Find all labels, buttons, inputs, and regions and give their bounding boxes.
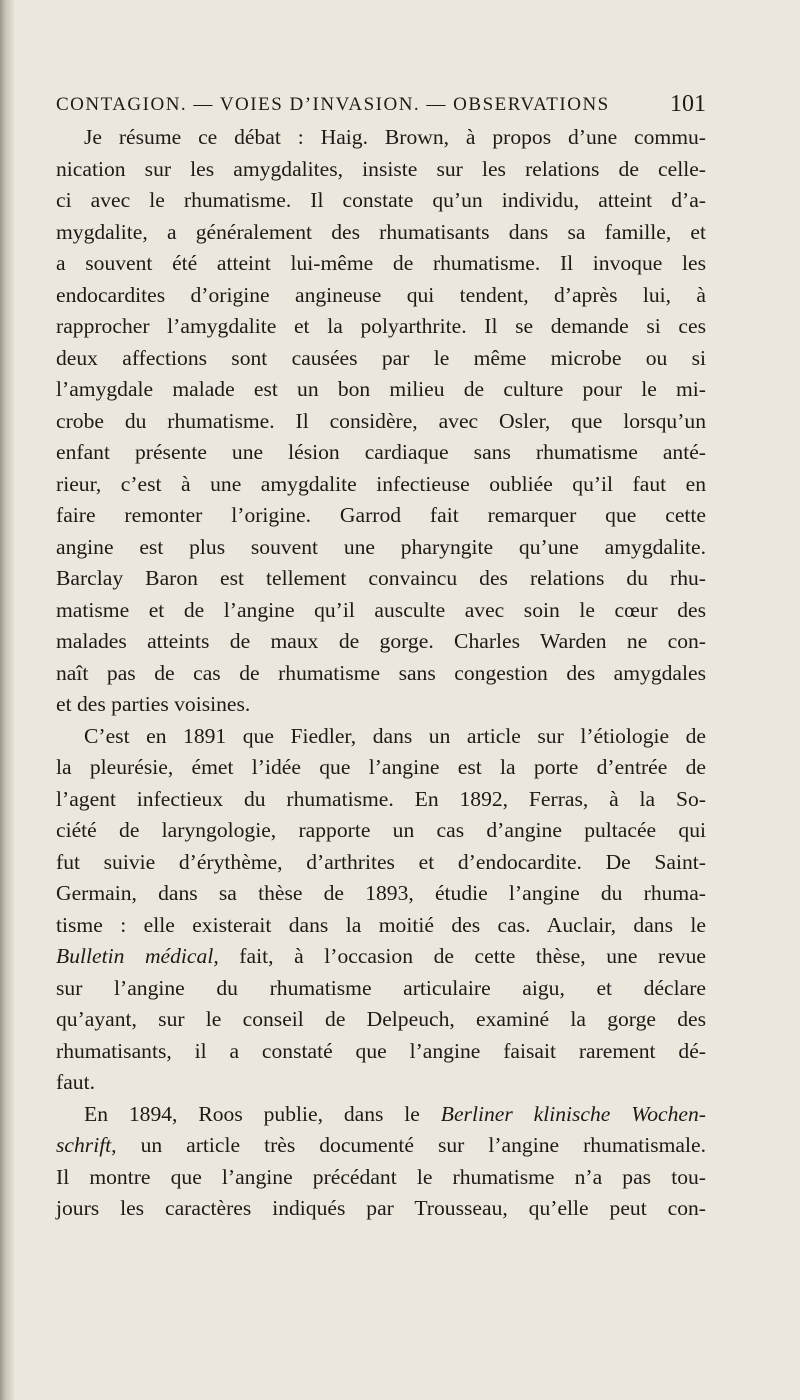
text-line: angine est plus souvent une pharyngite qu’une amygdalite. <box>56 534 706 559</box>
text-line: l’agent infectieux du rhumatisme. En 1892, Ferras, à la So- <box>56 786 706 811</box>
text-line: sur l’angine du rhumatisme articulaire aigu, et déclare <box>56 975 706 1000</box>
text-line: nication sur les amygdalites, insiste sur les relations de celle- <box>56 156 706 181</box>
text-line: malades atteints de maux de gorge. Charles Warden ne con- <box>56 629 706 653</box>
book-page <box>56 72 706 1225</box>
text-line: fut suivie d’érythème, d’arthrites et d’endocardite. De Saint- <box>56 849 706 874</box>
italic-title: schrift, <box>56 1133 117 1157</box>
text-line <box>56 941 706 973</box>
text-run: fait, à l’occasion de cette thèse, une revue <box>218 944 706 968</box>
text-run: un article très documenté sur l’angine rhumatismale. <box>116 1133 706 1157</box>
text-line: endocardites d’origine angineuse qui tendent, d’après lui, à <box>56 282 706 307</box>
text-line: matisme et de l’angine qu’il ausculte avec soin le cœur des <box>56 597 706 622</box>
text-line: l’amygdale malade est un bon milieu de culture pour le mi- <box>56 377 706 401</box>
page-number: 101 <box>670 91 706 117</box>
text-line: tisme : elle existerait dans la moitié des cas. Auclair, dans le <box>56 912 706 937</box>
text-line: rhumatisants, il a constaté que l’angine faisait rarement dé- <box>56 1038 706 1063</box>
text-line: jours les caractères indiqués par Trousseau, qu’elle peut con- <box>56 1196 706 1220</box>
paragraph <box>56 721 706 1099</box>
text-line <box>56 1099 706 1131</box>
italic-title: Berliner klinische Wochen- <box>440 1101 707 1126</box>
text-line: et des parties voisines. <box>56 692 251 716</box>
text-line: enfant présente une lésion cardiaque sans rhumatisme anté- <box>56 440 706 464</box>
text-line: mygdalite, a généralement des rhumatisants dans sa famille, et <box>56 219 706 244</box>
text-line: naît pas de cas de rhumatisme sans congestion des amygdales <box>56 660 706 685</box>
body-text <box>56 122 706 1225</box>
text-line: deux affections sont causées par le même microbe ou si <box>56 345 706 370</box>
text-line <box>56 1130 706 1162</box>
text-line: ciété de laryngologie, rapporte un cas d’angine pultacée qui <box>56 818 706 842</box>
running-header <box>56 72 706 122</box>
paragraph <box>56 1099 706 1225</box>
text-line: Germain, dans sa thèse de 1893, étudie l’angine du rhuma- <box>56 881 706 905</box>
text-line: Barclay Baron est tellement convaincu des relations du rhu- <box>56 566 706 590</box>
text-line: rapprocher l’amygdalite et la polyarthrite. Il se demande si ces <box>56 314 706 338</box>
text-run: En 1894, Roos publie, dans le <box>84 1101 441 1126</box>
text-line: C’est en 1891 que Fiedler, dans un article sur l’étiologie de <box>84 723 706 748</box>
running-title: CONTAGION. — VOIES D’INVASION. — OBSERVATIONS <box>56 94 610 115</box>
text-line: la pleurésie, émet l’idée que l’angine est la porte d’entrée de <box>56 755 706 779</box>
text-line: faire remonter l’origine. Garrod fait remarquer que cette <box>56 503 706 527</box>
paragraph <box>56 122 706 721</box>
text-line: Il montre que l’angine précédant le rhumatisme n’a pas tou- <box>56 1164 706 1189</box>
text-line: crobe du rhumatisme. Il considère, avec Osler, que lorsqu’un <box>56 408 706 433</box>
italic-title: Bulletin médical, <box>56 944 219 968</box>
text-line: faut. <box>56 1070 95 1094</box>
text-line: ci avec le rhumatisme. Il constate qu’un individu, atteint d’a- <box>56 188 706 212</box>
text-line: a souvent été atteint lui-même de rhumatisme. Il invoque les <box>56 251 706 275</box>
text-line: Je résume ce débat : Haig. Brown, à propos d’une commu- <box>84 125 706 149</box>
text-line: qu’ayant, sur le conseil de Delpeuch, examiné la gorge des <box>56 1007 706 1031</box>
text-line: rieur, c’est à une amygdalite infectieuse oubliée qu’il faut en <box>56 471 706 496</box>
page-binding-edge <box>0 0 14 1400</box>
